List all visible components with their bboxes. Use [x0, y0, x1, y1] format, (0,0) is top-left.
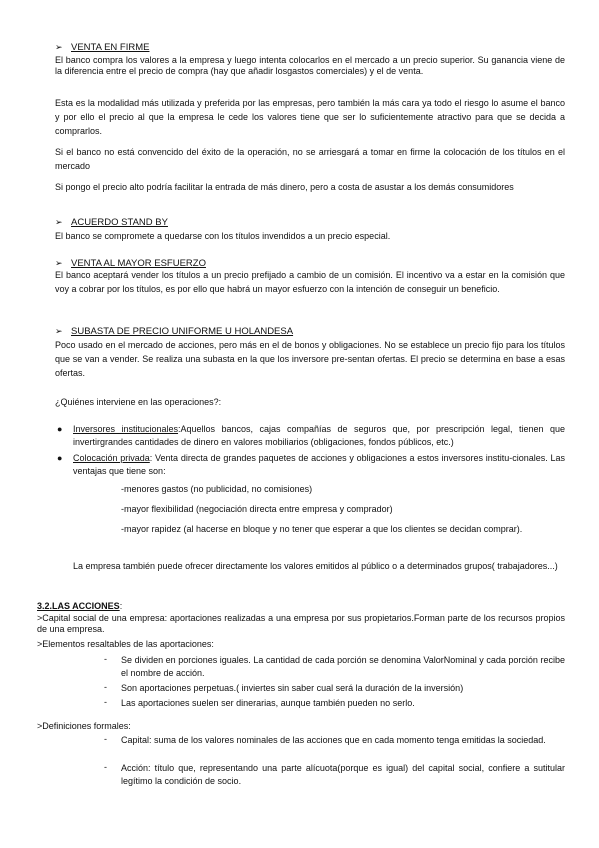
paragraph: Si el banco no está convencido del éxito de la operación, no se arriesgará a tomar en firme la colocación de los títulos en el mercado: [55, 147, 565, 171]
dash-marker: -: [104, 762, 107, 772]
arrow-bullet-icon: ➢: [55, 258, 63, 268]
bullet-text: :Aquellos bancos, cajas compañías de seguros que, por prescripción legal, tienen que invertirgrandes cantidades de dinero en valores mobiliarios (obligaciones, fondos públicos, etc.): [73, 424, 565, 447]
heading-text: VENTA EN FIRME: [71, 42, 150, 53]
definiciones-line: >Definiciones formales:: [37, 721, 131, 731]
advantage-item: -mayor flexibilidad (negociación directa entre empresa y comprador): [121, 504, 393, 514]
section-heading-acciones: [37, 600, 122, 612]
heading-text: SUBASTA DE PRECIO UNIFORME U HOLANDESA: [71, 326, 294, 337]
elementos-line: >Elementos resaltables de las aportaciones:: [37, 639, 214, 649]
heading-subasta: [55, 325, 293, 338]
paragraph: Poco usado en el mercado de acciones, pero más en el de bonos y obligaciones. No se establece un precio fijo para los títulos que se van a vender. Se realiza una subasta en la que los inversore pre-sentan ofertas. El precio se determina en base a esas ofertas.: [55, 340, 565, 378]
section-heading-colon: :: [119, 601, 123, 611]
arrow-bullet-icon: ➢: [55, 217, 63, 227]
heading-acuerdo-stand-by: [55, 216, 168, 229]
dash-marker: -: [104, 654, 107, 664]
dash-item: Las aportaciones suelen ser dinerarias, aunque también pueden no serlo.: [121, 698, 415, 708]
dash-marker: -: [104, 734, 107, 744]
dash-marker: -: [104, 697, 107, 707]
capital-social-line: >Capital social de una empresa: aportaciones realizadas a una empresa por sus propietarios.Forman parte de los recursos propios de una empresa.: [37, 613, 565, 634]
heading-text: VENTA AL MAYOR ESFUERZO: [71, 258, 206, 269]
paragraph: Si pongo el precio alto podría facilitar la entrada de más dinero, pero a costa de asustar a los demás consumidores: [55, 182, 514, 192]
dash-item: Capital: suma de los valores nominales de las acciones que en cada momento tenga emitidas la sociedad.: [121, 735, 546, 745]
paragraph: El banco compra los valores a la empresa y luego intenta colocarlos en el mercado a un precio superior. Su ganancia viene de la diferencia entre el precio de compra (hay que añadir losgastos comerciales) y el de venta.: [55, 55, 565, 76]
bullet-item-colocacion: [73, 452, 565, 478]
bullet-item-inversores: [73, 423, 565, 449]
closing-paragraph: La empresa también puede ofrecer directamente los valores emitidos al público o a determinados grupos( trabajadores...): [73, 561, 558, 571]
dash-item: Acción: título que, representando una parte alícuota(porque es igual) del capital social, confiere a sutitular legítimo la condición de socio.: [121, 763, 565, 786]
bullet-term: Inversores institucionales: [73, 424, 179, 434]
dash-marker: -: [104, 682, 107, 692]
arrow-bullet-icon: ➢: [55, 42, 63, 52]
dash-item: Se dividen en porciones iguales. La cantidad de cada porción se denomina ValorNominal y cada porción recibe el nombre de acción.: [121, 655, 565, 678]
heading-venta-en-firme: [55, 41, 149, 54]
heading-text: ACUERDO STAND BY: [71, 217, 168, 228]
advantage-item: -mayor rapidez (al hacerse en bloque y no tener que esperar a que los clientes se decidan comprar).: [121, 524, 523, 534]
bullet-term: Colocación privada: [73, 453, 150, 463]
bullet-icon: ●: [57, 453, 63, 463]
dash-item: Son aportaciones perpetuas.( inviertes sin saber cual será la duración de la inversión): [121, 683, 464, 693]
arrow-bullet-icon: ➢: [55, 326, 63, 336]
paragraph: El banco se compromete a quedarse con los títulos invendidos a un precio especial.: [55, 231, 391, 241]
advantage-item: -menores gastos (no publicidad, no comisiones): [121, 484, 313, 494]
bullet-text: : Venta directa de grandes paquetes de acciones y obligaciones a estos inversores institu-cionales. Las ventajas que tiene son:: [73, 453, 566, 476]
section-heading-text: 3.2.LAS ACCIONES: [37, 601, 120, 611]
question-line: ¿Quiénes interviene en las operaciones?:: [55, 397, 222, 407]
bullet-icon: ●: [57, 424, 63, 434]
paragraph: Esta es la modalidad más utilizada y preferida por las empresas, pero también la más cara ya todo el riesgo lo asume el banco y por ello el precio al que la empresa le cede los valores tiene que ser lo suficientemente atractivo para que se decida a comprarlos.: [55, 98, 565, 136]
paragraph: El banco aceptará vender los títulos a un precio prefijado a cambio de un comisión. El incentivo va a estar en la comisión que voy a cobrar por los títulos, es por ello que habrá un mayor esfuerzo con la intención de conseguir un beneficio.: [55, 270, 565, 294]
